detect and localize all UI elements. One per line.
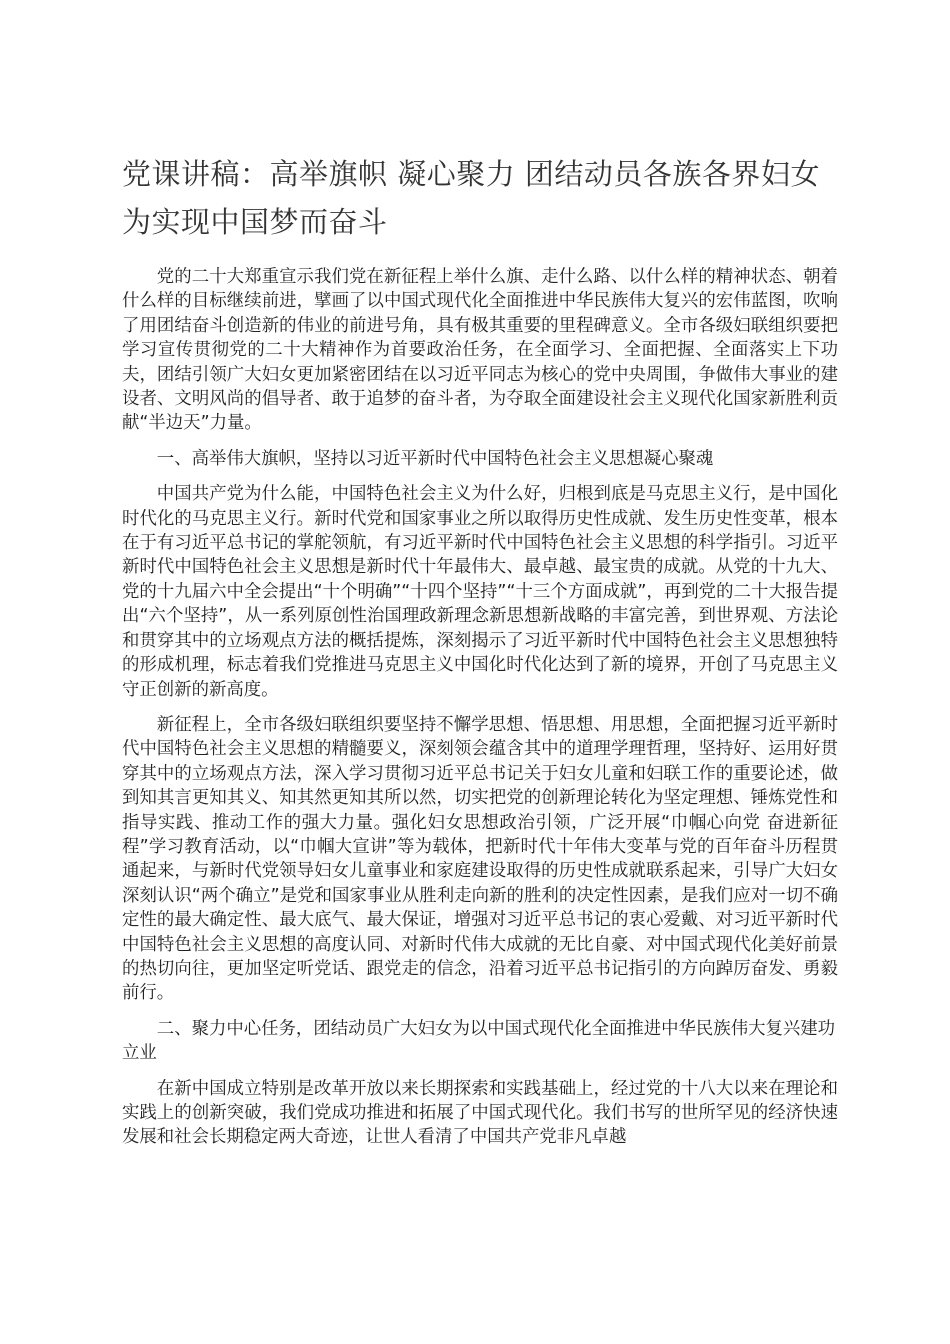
paragraph: 党的二十大郑重宣示我们党在新征程上举什么旗、走什么路、以什么样的精神状态、朝着什么样的目标继续前进，擘画了以中国式现代化全面推进中华民族伟大复兴的宏伟蓝图，吹响了用团结奋斗创造新的伟业的前进号角，具有极其重要的里程碑意义。全市各级妇联组织要把学习宣传贯彻党的二十大精神作为首要政治任务，在全面学习、全面把握、全面落实上下功夫，团结引领广大妇女更加紧密团结在以习近平同志为核心的党中央周围，争做伟大事业的建设者、文明风尚的倡导者、敢于追梦的奋斗者，为夺取全面建设社会主义现代化国家新胜利贡献“半边天”力量。 <box>122 267 838 434</box>
document-body <box>122 150 838 1161</box>
paragraph: 新征程上，全市各级妇联组织要坚持不懈学思想、悟思想、用思想，全面把握习近平新时代中国特色社会主义思想的精髓要义，深刻领会蕴含其中的道理学理哲理，坚持好、运用好贯穿其中的立场观点方法，深入学习贯彻习近平总书记关于妇女儿童和妇联工作的重要论述，做到知其言更知其义、知其然更知其所以然，切实把党的创新理论转化为坚定理想、锤炼党性和指导实践、推动工作的强大力量。强化妇女思想政治引领，广泛开展“巾帼心向党 奋进新征程”学习教育活动，以“巾帼大宣讲”等为载体，把新时代十年伟大变革与党的百年奋斗历程贯通起来，与新时代党领导妇女儿童事业和家庭建设取得的历史性成就联系起来，引导广大妇女深刻认识“两个确立”是党和国家事业从胜利走向新的胜利的决定性因素，是我们应对一切不确定性的最大确定性、最大底气、最大保证，增强对习近平总书记的衷心爱戴、对习近平新时代中国特色社会主义思想的高度认同、对新时代伟大成就的无比自豪、对中国式现代化美好前景的热切向往，更加坚定听党话、跟党走的信念，沿着习近平总书记指引的方向踔厉奋发、勇毅前行。 <box>122 714 838 1004</box>
section-heading: 二、聚力中心任务，团结动员广大妇女为以中国式现代化全面推进中华民族伟大复兴建功立业 <box>122 1018 836 1064</box>
paragraph: 中国共产党为什么能，中国特色社会主义为什么好，归根到底是马克思主义行，是中国化时代化的马克思主义行。新时代党和国家事业之所以取得历史性成就、发生历史性变革，根本在于有习近平总书记的掌舵领航，有习近平新时代中国特色社会主义思想的科学指引。习近平新时代中国特色社会主义思想是新时代十年最伟大、最卓越、最宝贵的成就。从党的十九大、党的十九届六中全会提出“十个明确”“十四个坚持”“十三个方面成就”，再到党的二十大报告提出“六个坚持”，从一系列原创性治国理政新理念新思想新战略的丰富完善，到世界观、方法论和贯穿其中的立场观点方法的概括提炼，深刻揭示了习近平新时代中国特色社会主义思想独特的形成机理，标志着我们党推进马克思主义中国化时代化达到了新的境界，开创了马克思主义守正创新的新高度。 <box>122 484 838 700</box>
paragraph: 在新中国成立特别是改革开放以来长期探索和实践基础上，经过党的十八大以来在理论和实践上的创新突破，我们党成功推进和拓展了中国式现代化。我们书写的世所罕见的经济快速发展和社会长期稳定两大奇迹，让世人看清了中国共产党非凡卓越 <box>122 1078 838 1148</box>
document-title: 党课讲稿：高举旗帜 凝心聚力 团结动员各族各界妇女为实现中国梦而奋斗 <box>122 157 820 239</box>
section-heading: 一、高举伟大旗帜，坚持以习近平新时代中国特色社会主义思想凝心聚魂 <box>156 448 714 469</box>
